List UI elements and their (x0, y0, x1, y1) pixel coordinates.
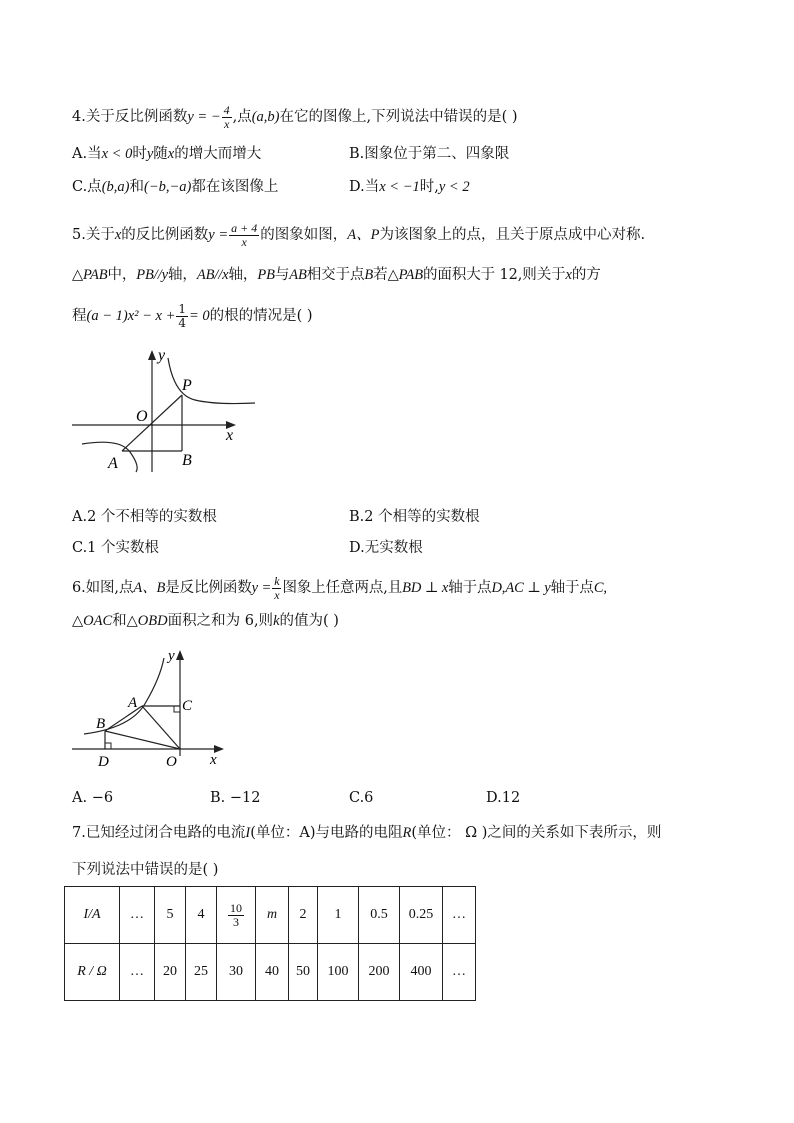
table-cell: 200 (359, 944, 400, 1001)
table-row (65, 944, 476, 1001)
table-cell: 2 (289, 887, 318, 944)
table-cell: 20 (155, 944, 186, 1001)
q5-option-c[interactable]: C.1 个实数根 (72, 540, 160, 556)
q5-y-arrow (148, 350, 156, 360)
q6-figure (62, 640, 242, 775)
table-cell: 50 (289, 944, 318, 1001)
q4-option-d[interactable]: D.当x < −1时,y < 2 (349, 179, 470, 195)
q5-label-x: x (226, 427, 234, 444)
table-cell: m (256, 887, 289, 944)
q6-label-D: D (98, 754, 109, 770)
q5-label-O: O (136, 408, 148, 425)
q6-label-A: A (128, 695, 138, 711)
table-cell: 1 (318, 887, 359, 944)
q6-right-angle-D (105, 743, 111, 749)
table-cell: 30 (217, 944, 256, 1001)
q6-stem-line2: △OAC和△OBD面积之和为 6,则k的值为( ) (72, 613, 339, 629)
table-cell: … (443, 887, 476, 944)
q6-label-x: x (210, 752, 217, 768)
table-cell: 25 (186, 944, 217, 1001)
q6-option-a[interactable]: A. −6 (72, 790, 114, 806)
table-cell: 5 (155, 887, 186, 944)
q6-stem-line1: 6.如图,点A、B是反比例函数y = $\frac{k}{x}$ 图象上任意两点,且BD ⊥ x轴于点D,AC ⊥ y轴于点C, (72, 574, 607, 602)
q6-label-y: y (168, 648, 175, 664)
table-cell: … (120, 944, 155, 1001)
q5-label-P: P (182, 377, 192, 394)
q4-stem: 4.关于反比例函数y = − $\frac{4}{x}$ ,点(a,b)在它的图像上,下列说法中错误的是( ) (72, 103, 518, 131)
q6-label-B: B (96, 716, 106, 732)
q6-option-b[interactable]: B. −12 (210, 790, 261, 806)
table-cell: 100 (318, 944, 359, 1001)
q5-option-d[interactable]: D.无实数根 (349, 540, 423, 556)
table-cell: … (120, 887, 155, 944)
q7-stem-line1: 7.已知经过闭合电路的电流I(单位：A)与电路的电阻R(单位： Ω )之间的关系如下表所示，则 (72, 825, 662, 841)
q5-stem-line3: 程(a − 1)x² − x + $\frac{1}{4}$ = 0的根的情况是( ) (72, 302, 313, 330)
q7-table (64, 886, 476, 1001)
q4-point: (a,b) (251, 109, 280, 126)
q4-option-b[interactable]: B.图象位于第二、四象限 (349, 146, 510, 162)
table-cell: … (443, 944, 476, 1001)
table-header-current: I/A (65, 887, 120, 944)
q5-label-B: B (182, 452, 192, 469)
q6-y-arrow (176, 650, 184, 660)
q4-option-c[interactable]: C.点(b,a)和(−b,−a)都在该图像上 (72, 179, 279, 195)
q6-label-O: O (166, 754, 177, 770)
q5-option-b[interactable]: B.2 个相等的实数根 (349, 509, 480, 525)
q5-fraction: $\frac{a + 4}{x}$ (231, 221, 258, 249)
q5-stem-line1: 5.关于x的反比例函数y = $\frac{a + 4}{x}$ 的图象如图，A、P为该图象上的点，且关于原点成中心对称. (72, 221, 646, 249)
q6-option-c[interactable]: C.6 (349, 790, 374, 806)
q4-fraction: $\frac{4}{x}$ (223, 103, 230, 131)
table-cell: 0.5 (359, 887, 400, 944)
table-cell: 4 (186, 887, 217, 944)
q6-segment-BO (105, 731, 180, 749)
q7-stem-line2: 下列说法中错误的是( ) (72, 862, 219, 878)
q5-label-y: y (158, 347, 166, 364)
q5-label-A: A (108, 455, 118, 472)
q6-option-d[interactable]: D.12 (486, 790, 521, 806)
q4-option-a[interactable]: A.当x < 0时y随x的增大而增大 (72, 146, 262, 162)
q4-func: y = − (187, 109, 221, 126)
table-cell: 0.25 (400, 887, 443, 944)
q5-stem-line2: △PAB中，PB//y轴，AB//x轴，PB与AB相交于点B若△PAB的面积大于 12,则关于x的方 (72, 267, 601, 283)
table-header-resistance: R / Ω (65, 944, 120, 1001)
table-cell: 400 (400, 944, 443, 1001)
q6-label-C: C (182, 698, 193, 714)
table-cell: 40 (256, 944, 289, 1001)
q6-right-angle-C (174, 706, 180, 712)
q4-text: 4.关于反比例函数 (72, 109, 188, 126)
table-row (65, 887, 476, 944)
q5-option-a[interactable]: A.2 个不相等的实数根 (72, 509, 217, 525)
table-cell-fraction: $\frac{10}{3}$ (217, 887, 256, 944)
q5-figure (60, 340, 260, 480)
